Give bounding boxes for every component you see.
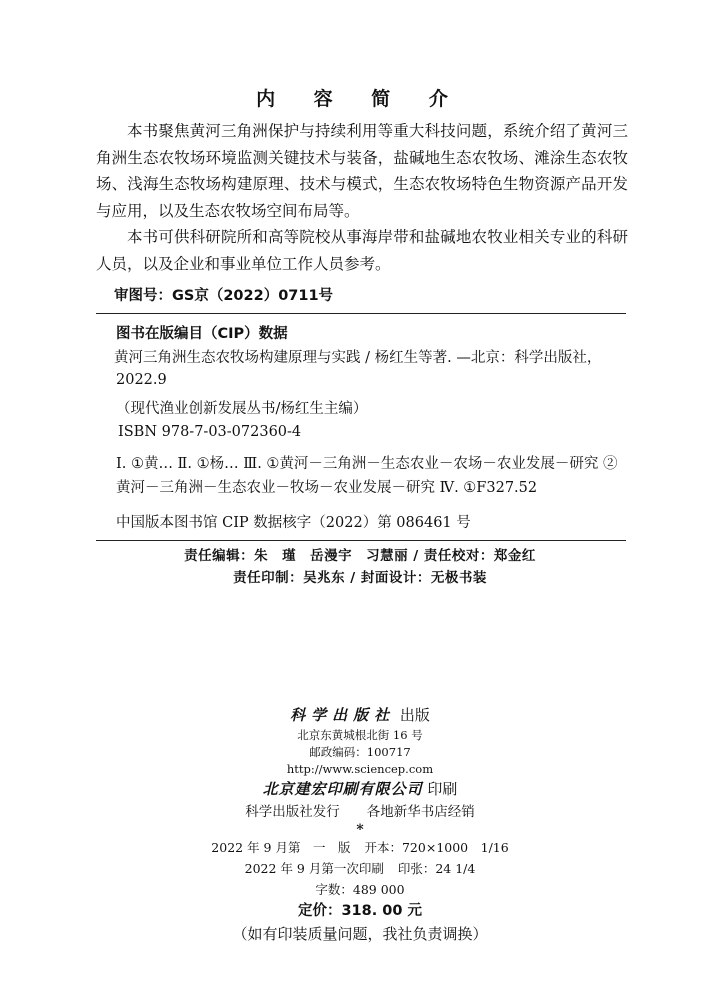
editor-credits-line-2: 责任印制：吴兆东 / 封面设计：无极书装 [233, 570, 487, 586]
price: 定价：318. 00 元 [297, 903, 423, 919]
publisher-line [0, 703, 720, 727]
quality-notice: （如有印装质量问题，我社负责调换） [232, 925, 488, 943]
printer-line [0, 778, 720, 801]
separator-star: * [356, 822, 364, 838]
divider-top [96, 313, 626, 314]
map-review-number: 审图号：GS京（2022）0711号 [114, 288, 334, 304]
edition-info: 2022 年 9 月第 一 版 [211, 840, 351, 855]
cip-heading: 图书在版编目（CIP）数据 [116, 326, 288, 342]
sheets-info: 印张：24 1/4 [397, 861, 476, 876]
printing-info: 2022 年 9 月第一次印刷 [244, 861, 384, 876]
editor-credits-line-1: 责任编辑：朱 瑾 岳漫宇 习慧丽 / 责任校对：郑金红 [184, 548, 536, 564]
word-count: 字数：489 000 [315, 882, 405, 897]
format-info: 开本：720×1000 1/16 [364, 840, 509, 855]
page-title: 内 容 简 介 [256, 88, 464, 110]
cip-title-line: 黄河三角洲生态农牧场构建原理与实践 / 杨红生等著. —北京：科学出版社，2022.9 [114, 350, 602, 388]
cip-isbn: ISBN 978-7-03-072360-4 [118, 424, 302, 440]
publisher-website: http://www.sciencep.com [286, 762, 434, 776]
distribution-line: 科学出版社发行 各地新华书店经销 [245, 804, 475, 820]
publisher-postcode: 邮政编码：100717 [309, 745, 411, 759]
cip-record-number: 中国版本图书馆 CIP 数据核字（2022）第 086461 号 [116, 515, 471, 531]
editor-credits [0, 545, 720, 589]
cip-series-line: （现代渔业创新发展丛书/杨红生主编） [116, 401, 368, 417]
summary-paragraph-2: 本书可供科研院所和高等院校从事海岸带和盐碱地农牧业相关专业的科研人员，以及企业和事业单位工作人员参考。 [96, 228, 628, 273]
divider-bottom [96, 540, 626, 541]
summary-paragraph-1: 本书聚焦黄河三角洲保护与持续利用等重大科技问题，系统介绍了黄河三角洲生态农牧场环境监测关键技术与装备，盐碱地生态农牧场、滩涂生态农牧场、浅海生态牧场构建原理、技术与模式，生态农牧场特色生物资源产品开发与应用，以及生态农牧场空间布局等。 [96, 122, 628, 220]
imprint-block [0, 703, 720, 946]
publisher-name: 科学出版社 [290, 706, 396, 724]
publisher-address: 北京东黄城根北街 16 号 [297, 728, 423, 742]
printer-suffix: 印刷 [427, 780, 458, 798]
printer-name: 北京建宏印刷有限公司 [262, 780, 423, 798]
content-summary [96, 118, 628, 277]
edition-line [0, 837, 720, 858]
publisher-suffix: 出版 [399, 706, 430, 724]
cip-classification: Ⅰ. ①黄… Ⅱ. ①杨… Ⅲ. ①黄河－三角洲－生态农业－农场－农业发展－研究 ②黄河－三角洲－生态农业－牧场－农业发展－研究 Ⅳ. ①F327.52 [116, 456, 618, 496]
printing-line [0, 858, 720, 879]
